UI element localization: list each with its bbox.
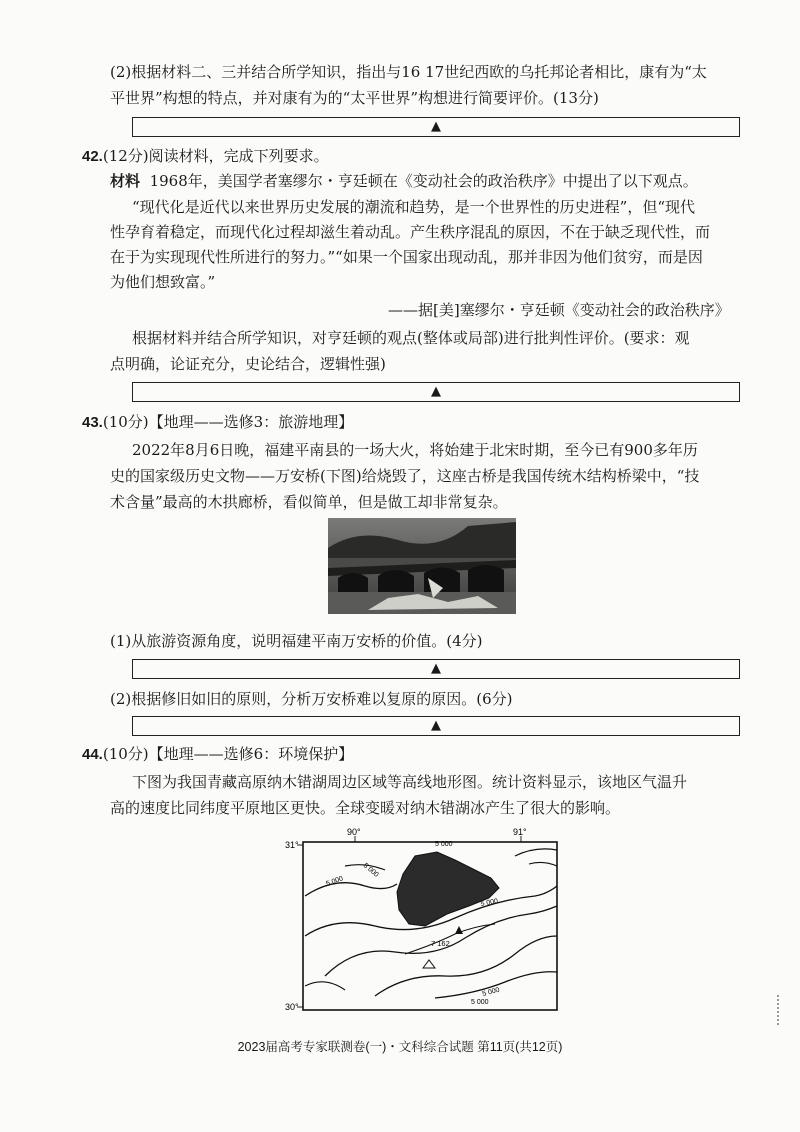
q43-intro-line: 术含量”最高的木拱廊桥，看似简单，但是做工却非常复杂。 [110,493,508,511]
q42-task-line: 根据材料并结合所学知识，对亨廷顿的观点(整体或局部)进行批判性评价。(要求：观 [132,329,690,347]
contour-label: 5 000 [480,898,499,908]
answer-triangle-icon: ▲ [431,384,441,399]
wan-an-bridge-photo [328,518,516,614]
q42-quote-line: 性孕育着稳定，而现代化过程却滋生着动乱。产生秩序混乱的原因，不在于缺乏现代性，而 [110,223,711,241]
answer-triangle-icon: ▲ [431,119,441,134]
answer-triangle-icon: ▲ [431,661,441,676]
page-edge-marks [777,995,782,1025]
answer-box-q41-2[interactable] [132,117,740,137]
q43-heading [82,412,353,433]
latitude-label: 31° [285,840,299,850]
longitude-label: 90° [347,827,361,837]
q42-source: ——据[美]塞缪尔・亨廷顿《变动社会的政治秩序》 [388,301,730,319]
answer-triangle-icon: ▲ [431,718,441,733]
material-intro-text: 1968年，美国学者塞缪尔・亨廷顿在《变动社会的政治秩序》中提出了以下观点。 [149,172,698,190]
question-number: 42. [82,148,103,165]
answer-box-q42[interactable] [132,382,740,402]
peak-elevation-label: 7 162 [431,939,450,948]
q43-intro-line: 史的国家级历史文物——万安桥(下图)给烧毁了，这座古桥是我国传统木结构桥梁中，“技 [110,467,700,485]
namtso-contour-map [285,826,565,1026]
q41-sub2-line2: 平世界”构想的特点，并对康有为的“太平世界”构想进行简要评价。(13分) [110,89,599,107]
q42-material-intro [110,171,698,191]
q43-sub1: (1)从旅游资源角度，说明福建平南万安桥的价值。(4分) [110,632,483,650]
q43-intro-line: 2022年8月6日晚，福建平南县的一场大火，将始建于北宋时期，至今已有900多年历 [132,441,698,459]
contour-label: 5 000 [471,999,489,1006]
longitude-label: 91° [513,827,527,837]
page-footer: 2023届高考专家联测卷(一)・文科综合试题 第11页(共12页) [237,1040,563,1054]
contour-label: 5 000 [481,986,501,998]
q42-quote-line: 为他们想致富。” [110,273,216,291]
q42-header: (12分)阅读材料，完成下列要求。 [102,147,329,165]
question-number: 43. [82,414,103,431]
material-label: 材料 [110,172,141,190]
question-number: 44. [82,746,103,763]
answer-box-q43-1[interactable] [132,659,740,679]
q44-intro-line: 下图为我国青藏高原纳木错湖周边区域等高线地形图。统计资料显示，该地区气温升 [132,773,688,791]
q44-header: (10分)【地理——选修6：环境保护】 [102,745,354,763]
contour-label: 5 000 [435,841,453,848]
q41-sub2-line1: (2)根据材料二、三并结合所学知识，指出与16 17世纪西欧的乌托邦论者相比，康有为“太 [110,63,707,81]
q44-intro-line: 高的速度比同纬度平原地区更快。全球变暖对纳木错湖冰产生了很大的影响。 [110,799,621,817]
contour-label: 5 000 [325,875,345,888]
answer-box-q43-2[interactable] [132,716,740,736]
q43-sub2: (2)根据修旧如旧的原则，分析万安桥难以复原的原因。(6分) [110,690,513,708]
q43-header: (10分)【地理——选修3：旅游地理】 [102,413,354,431]
q42-quote-line: 在于为实现现代性所进行的努力。”“如果一个国家出现动乱，那并非因为他们贫穷，而是因 [110,248,703,266]
q42-task-line: 点明确，论证充分，史论结合，逻辑性强) [110,355,386,373]
contour-label: 5 000 [361,862,380,879]
latitude-label: 30° [285,1002,299,1012]
q42-quote-line: “现代化是近代以来世界历史发展的潮流和趋势，是一个世界性的历史进程”，但“现代 [132,198,696,216]
q42-heading [82,146,329,167]
q44-heading [82,744,353,765]
